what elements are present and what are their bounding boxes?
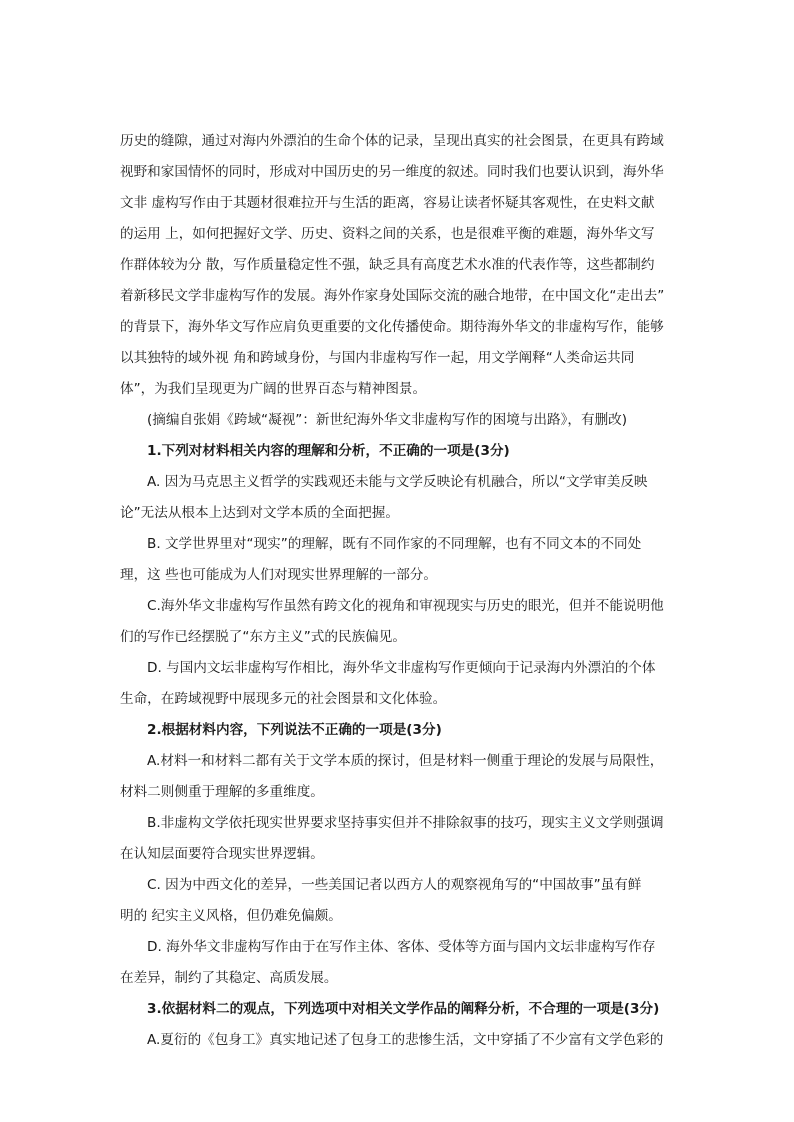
question-stem: 3.依据材料二的观点，下列选项中对相关文学作品的阐释分析，不合理的一项是(3分)	[147, 1001, 660, 1017]
option-line: 们的写作已经摆脱了“东方主义”式的民族偏见。	[120, 629, 406, 645]
option-line: D. 海外华文非虚构写作由于在写作主体、客体、受体等方面与国内文坛非虚构写作存	[147, 939, 656, 955]
option-line: B. 文学世界里对“现实”的理解，既有不同作家的不同理解，也有不同文本的不同处	[147, 536, 642, 552]
source-citation: (摘编自张娟《跨域“凝视”：新世纪海外华文非虚构写作的困境与出路》，有删改)	[147, 412, 628, 428]
passage-line: 作群体较为分 散，写作质量稳定性不强，缺乏具有高度艺术水准的代表作等，这些都制约	[120, 257, 655, 273]
option-line: A. 因为马克思主义哲学的实践观还未能与文学反映论有机融合，所以“文学审美反映	[147, 474, 648, 490]
option-line: 理，这 些也可能成为人们对现实世界理解的一部分。	[120, 567, 437, 583]
page-content	[120, 126, 676, 1056]
passage-paragraph	[120, 126, 676, 405]
option-line: 在差异，制约了其稳定、高质发展。	[120, 970, 338, 986]
passage-line: 的背景下，海外华文写作应肩负更重要的文化传播使命。期待海外华文的非虚构写作，能够	[120, 319, 664, 335]
passage-line: 的运用 上，如何把握好文学、历史、资料之间的关系，也是很难平衡的难题，海外华文写	[120, 226, 655, 242]
option-line: 生命，在跨域视野中展现多元的社会图景和文化体验。	[120, 691, 447, 707]
option-line: 在认知层面要符合现实世界逻辑。	[120, 846, 324, 862]
passage-line: 文非 虚构写作由于其题材很难拉开与生活的距离，容易让读者怀疑其客观性，在史料文献	[120, 195, 655, 211]
question-1	[120, 436, 676, 715]
question-2	[120, 715, 676, 994]
question-stem: 2.根据材料内容，下列说法不正确的一项是(3分)	[147, 722, 442, 738]
option-line: 明的 纪实主义风格，但仍难免偏颇。	[120, 908, 342, 924]
option-line: C.海外华文非虚构写作虽然有跨文化的视角和审视现实与历史的眼光，但并不能说明他	[147, 598, 664, 614]
passage-line: 着新移民文学非虚构写作的发展。海外作家身处国际交流的融合地带，在中国文化“走出去”	[120, 288, 665, 304]
option-line: C. 因为中西文化的差异，一些美国记者以西方人的观察视角写的“中国故事”虽有鲜	[147, 877, 642, 893]
question-3	[120, 994, 676, 1056]
option-line: D. 与国内文坛非虚构写作相比，海外华文非虚构写作更倾向于记录海内外漂泊的个体	[147, 660, 656, 676]
question-stem: 1.下列对材料相关内容的理解和分析，不正确的一项是(3分)	[147, 443, 510, 459]
option-line: A.材料一和材料二都有关于文学本质的探讨，但是材料一侧重于理论的发展与局限性，	[147, 753, 664, 769]
option-line: 论”无法从根本上达到对文学本质的全面把握。	[120, 505, 399, 521]
passage-line: 以其独特的域外视 角和跨域身份，与国内非虚构写作一起，用文学阐释“人类命运共同	[120, 350, 635, 366]
passage-line: 体”，为我们呈现更为广阔的世界百态与精神图景。	[120, 381, 427, 397]
option-line: 材料二则侧重于理解的多重维度。	[120, 784, 324, 800]
passage-line: 历史的缝隙，通过对海内外漂泊的生命个体的记录，呈现出真实的社会图景，在更具有跨域	[120, 133, 664, 149]
option-line: B.非虚构文学依托现实世界要求坚持事实但并不排除叙事的技巧，现实主义文学则强调	[147, 815, 664, 831]
passage-line: 视野和家国情怀的同时，形成对中国历史的另一维度的叙述。同时我们也要认识到，海外华	[120, 164, 664, 180]
option-line: A.夏衍的《包身工》真实地记述了包身工的悲惨生活，文中穿插了不少富有文学色彩的	[147, 1032, 664, 1048]
